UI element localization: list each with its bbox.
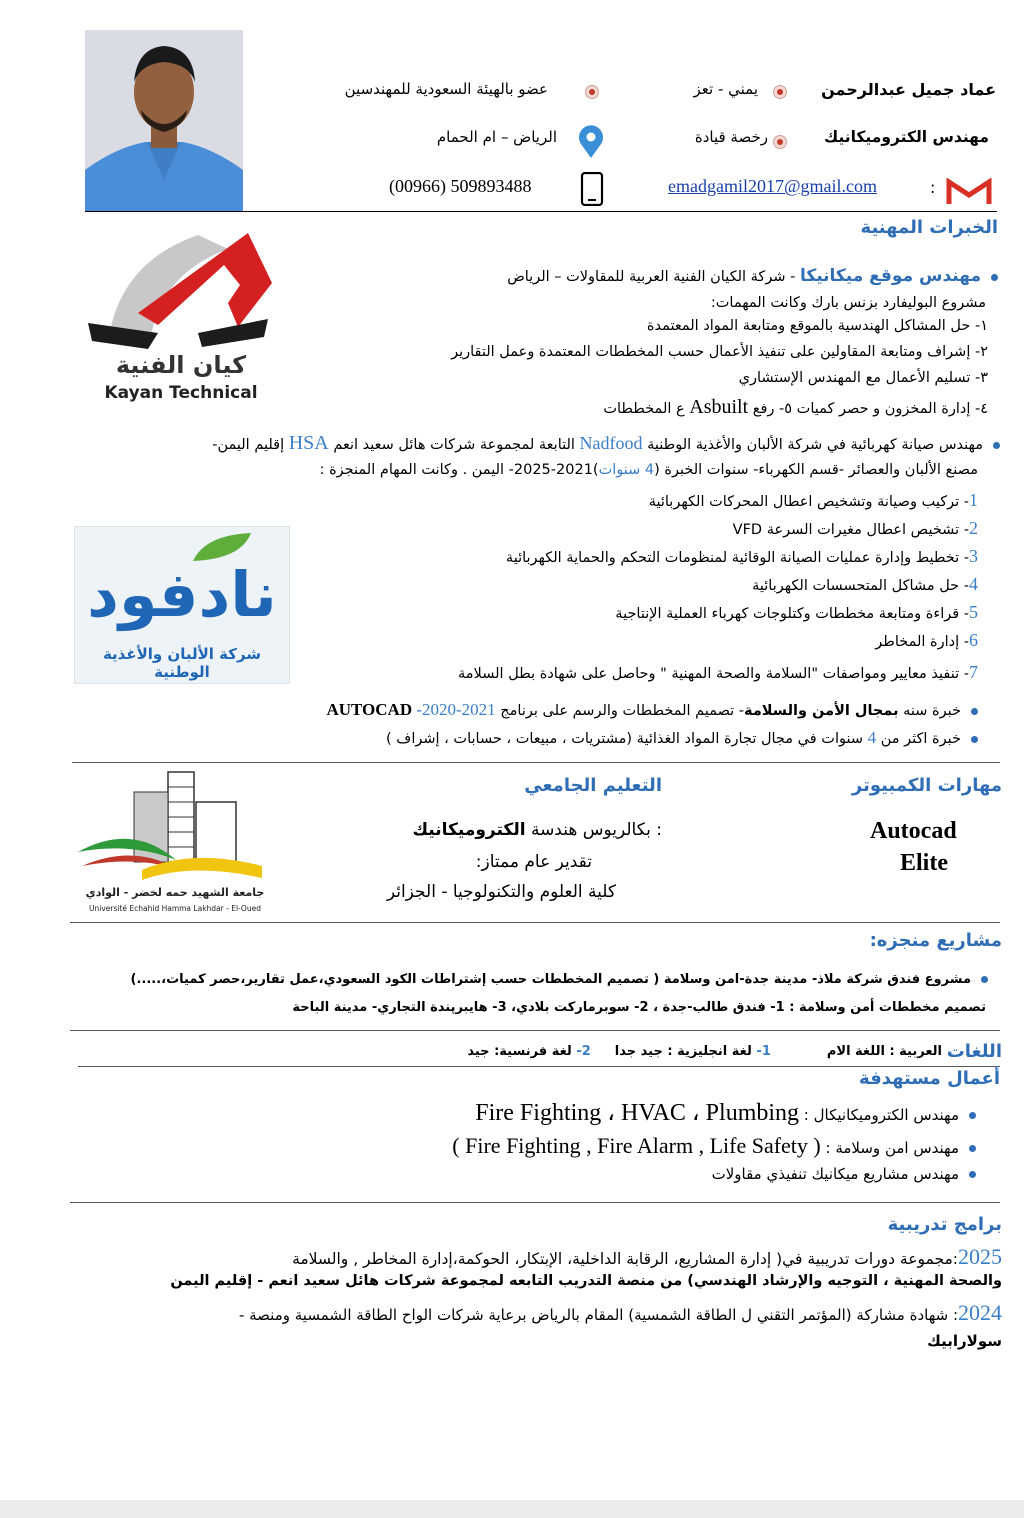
job2-task-number: 2 xyxy=(969,518,978,538)
nadfood-logo-subtitle: شركة الألبان والأغذية الوطنية xyxy=(102,645,262,681)
email-link[interactable]: emadgamil2017@gmail.com xyxy=(668,176,878,196)
target-item xyxy=(452,1133,976,1159)
target-item xyxy=(712,1165,976,1183)
location-pin-icon xyxy=(773,85,787,99)
language-french: لغة فرنسية: جيد xyxy=(467,1044,577,1059)
bullet-icon xyxy=(969,1171,976,1178)
job1-task4-pre: ٤- إدارة المخزون و حصر كميات ٥- رفع xyxy=(748,401,988,417)
job1-task4-post: ع المخططات xyxy=(603,401,690,417)
job2-task-number: 7 xyxy=(969,662,978,682)
driving-license: رخصة قيادة xyxy=(694,128,768,146)
job2-line1-pre: مهندس صيانة كهربائية في شركة الألبان والأغذية الوطنية xyxy=(642,437,983,453)
job2-line xyxy=(320,462,978,478)
job1-task xyxy=(603,396,988,419)
phone-number: (00966) 509893488 xyxy=(389,176,532,196)
job2-task xyxy=(649,490,978,511)
job2-task xyxy=(506,546,978,567)
bullet-icon xyxy=(981,976,988,983)
job2-nadfood: Nadfood xyxy=(579,433,643,453)
safety-mid: - تصميم المخططات والرسم على برنامج xyxy=(495,703,745,719)
job1-task: ٢- إشراف ومتابعة المقاولين على تنفيذ الأعمال حسب المخططات المعتمدة وعمل التقارير xyxy=(451,344,988,360)
target-item-en: Fire Fighting ، HVAC ، Plumbing xyxy=(475,1100,800,1126)
header-divider xyxy=(85,211,997,212)
job1-title-line xyxy=(507,266,998,286)
job2-line xyxy=(212,432,1000,455)
job2-task-text: - تشخيص اعطال مغيرات السرعة VFD xyxy=(732,522,969,538)
job2-task-number: 1 xyxy=(969,490,978,510)
projects-heading: مشاريع منجزه: xyxy=(869,930,1002,951)
target-item-ar: مهندس امن وسلامة : xyxy=(820,1139,959,1157)
job1-task: ١- حل المشاكل الهندسية بالموقع ومتابعة المواد المعتمدة xyxy=(646,318,988,334)
degree-pre: : بكالريوس هندسة xyxy=(525,820,662,840)
education-degree xyxy=(412,820,662,840)
membership: عضو بالهيئة السعودية للمهندسين xyxy=(344,80,548,98)
computer-skills-heading: مهارات الكمبيوتر xyxy=(851,775,1002,796)
job2-task xyxy=(458,662,978,683)
safety-pre: خبرة سنه xyxy=(898,703,961,719)
bullet-icon xyxy=(971,736,978,743)
job1-company: - شركة الكيان الفنية العربية للمقاولات – الرياض xyxy=(507,269,800,285)
projects-line2: تصميم مخططات أمن وسلامة : 1- فندق طالب-جدة ، 2- سوبرماركت بلادي، 3- هايبرپندة التجاري- مدينة الباحة xyxy=(292,1000,986,1015)
phone-icon xyxy=(580,172,604,210)
university-logo xyxy=(72,762,278,920)
job2-hsa: HSA xyxy=(288,432,329,454)
trade-pre: خبرة اكثر من xyxy=(876,731,961,747)
target-item-ar: مهندس الكتروميكانيكال : xyxy=(799,1106,959,1124)
degree-bold: الكتروميكانيك xyxy=(412,820,526,840)
nadfood-logo xyxy=(74,526,290,684)
education-grade: تقدير عام ممتاز: xyxy=(475,852,592,872)
university-logo-french: Université Echahid Hamma Lakhdar - El-Oued xyxy=(89,904,261,913)
training-text: : شهادة مشاركة (المؤتمر التقني ل الطاقة الشمسية) المقام بالرياض برعاية شركات الواح الطاقة الشمسية ومنصة - xyxy=(238,1306,958,1324)
trade-post: سنوات في مجال تجارة المواد الغذائية (مشتريات ، مبيعات ، حسابات ، إشراف ) xyxy=(386,731,868,747)
kayan-logo xyxy=(78,223,284,407)
kayan-logo-english: Kayan Technical xyxy=(104,383,258,403)
bullet-icon xyxy=(971,708,978,715)
safety-prog: AUTOCAD xyxy=(326,700,413,719)
job1-task: ٣- تسليم الأعمال مع المهندس الإستشاري xyxy=(738,370,988,386)
target-heading: أعمال مستهدفة xyxy=(859,1068,1000,1089)
location-pin-icon xyxy=(773,135,787,149)
job2-task-text: - تنفيذ معايير ومواصفات "السلامة والصحة المهنية " وحاصل على شهادة بطل السلامة xyxy=(458,666,969,682)
nadfood-logo-arabic: نادفود xyxy=(87,558,277,631)
job2-task xyxy=(615,602,978,623)
job2-task-number: 3 xyxy=(969,546,978,566)
bullet-icon xyxy=(969,1112,976,1119)
profile-photo xyxy=(85,30,243,212)
bullet-icon xyxy=(993,442,1000,449)
job2-task-number: 4 xyxy=(969,574,978,594)
skill-elite: Elite xyxy=(900,850,948,876)
job2-task-text: - حل مشاكل المتحسسات الكهربائية xyxy=(752,578,969,594)
experience-heading: الخبرات المهنية xyxy=(860,217,998,238)
job2-task-text: - قراءة ومتابعة مخططات وكتلوجات كهرباء العملية الإنتاجية xyxy=(615,606,969,622)
language-arabic: العربية : اللغة الام xyxy=(826,1044,942,1059)
training-year: 2025 xyxy=(958,1244,1002,1269)
education-college: كلية العلوم والتكنولوجيا - الجزائر xyxy=(386,882,616,902)
training-line xyxy=(239,1300,1002,1326)
training-line: سولارابيك xyxy=(927,1332,1002,1350)
job1-task4-term: Asbuilt xyxy=(689,396,749,418)
location-pin-icon xyxy=(585,85,599,99)
target-item-ar: مهندس مشاريع ميكانيك تنفيذي مقاولات xyxy=(711,1165,959,1183)
language-english: لغة انجليزية : جيد جدا xyxy=(614,1044,757,1059)
skill-autocad: Autocad xyxy=(870,818,957,844)
gmail-icon xyxy=(946,178,992,210)
job2-line2-post: )2021-2025- اليمن . وكانت المهام المنجزة : xyxy=(319,462,599,478)
job1-project: مشروع البوليفارد بزنس بارك وكانت المهمات: xyxy=(710,295,986,311)
job1-title: مهندس موقع ميكانيكا xyxy=(799,266,981,286)
education-heading: التعليم الجامعي xyxy=(524,775,662,796)
language-num: 2- xyxy=(576,1044,591,1059)
job2-line1-mid: التابعة لمجموعة شركات هائل سعيد انعم xyxy=(328,437,580,453)
job2-task-text: - إدارة المخاطر xyxy=(875,634,969,650)
page-bottom-strip xyxy=(0,1500,1024,1518)
trade-num: 4 xyxy=(867,728,877,747)
training-year: 2024 xyxy=(958,1300,1002,1325)
training-line xyxy=(292,1244,1002,1270)
job2-line2-pre: مصنع الألبان والعصائر -قسم الكهرباء- سنوات الخبرة ( xyxy=(654,462,978,478)
section-divider xyxy=(70,1202,1000,1203)
job2-task xyxy=(733,518,978,539)
job2-line1-post: إقليم اليمن- xyxy=(212,437,289,453)
full-name: عماد جميل عبدالرحمن xyxy=(821,80,996,99)
job2-task-text: - تخطيط وإدارة عمليات الصيانة الوقائية لمنظومات التحكم والحماية الكهربائية xyxy=(505,550,969,566)
university-logo-arabic: جامعة الشهيد حمه لخضر - الوادي xyxy=(85,886,265,899)
languages-heading: اللغات xyxy=(946,1041,1002,1062)
job-title: مهندس الكتروميكانيك xyxy=(824,128,989,146)
target-item xyxy=(475,1098,976,1127)
job2-task xyxy=(875,630,978,651)
projects-line1: مشروع فندق شركة ملاذ- مدينة جدة-امن وسلامة ( تصميم المخططات حسب إشتراطات الكود السعودي،عمل تقارير،حصر كميات،.....) xyxy=(130,972,971,987)
bullet-icon xyxy=(991,274,998,281)
training-line: والصحة المهنية ، التوجيه والإرشاد الهندسي) من منصة التدريب التابعه لمجموعة شركات هائل سعيد انعم - إقليم اليمن xyxy=(170,1273,1002,1289)
safety-experience xyxy=(326,700,978,720)
job2-task-number: 6 xyxy=(969,630,978,650)
projects-line xyxy=(131,972,988,987)
safety-years: -2020-2021 xyxy=(412,700,496,719)
training-heading: برامج تدريبية xyxy=(887,1214,1002,1235)
language-num: 1- xyxy=(756,1044,771,1059)
languages-line xyxy=(467,1044,942,1059)
job2-task xyxy=(752,574,978,595)
training-text: :مجموعة دورات تدريبية في( إدارة المشاريع، الرقابة الداخلية، الإبتكار، الحوكمة،إدارة المخاطر , والسلامة xyxy=(292,1250,958,1268)
bullet-icon xyxy=(969,1145,976,1152)
kayan-logo-arabic: كيان الفنية xyxy=(115,351,247,379)
trade-experience xyxy=(386,728,978,748)
target-item-en: ( Fire Fighting , Fire Alarm , Life Safety ) xyxy=(452,1133,821,1158)
job2-task-number: 5 xyxy=(969,602,978,622)
job2-task-text: - تركيب وصيانة وتشخيص اعطال المحركات الكهربائية xyxy=(648,494,969,510)
map-marker-icon xyxy=(576,125,606,163)
safety-bold: بمجال الأمن والسلامة xyxy=(744,703,899,719)
location: الرياض – ام الحمام xyxy=(436,128,557,146)
email-colon: : xyxy=(930,178,936,197)
section-divider xyxy=(70,1030,1000,1031)
job2-years: 4 سنوات xyxy=(598,462,655,478)
section-divider xyxy=(70,922,1000,923)
nationality: يمني - تعز xyxy=(693,80,758,98)
section-divider xyxy=(78,1066,1000,1067)
